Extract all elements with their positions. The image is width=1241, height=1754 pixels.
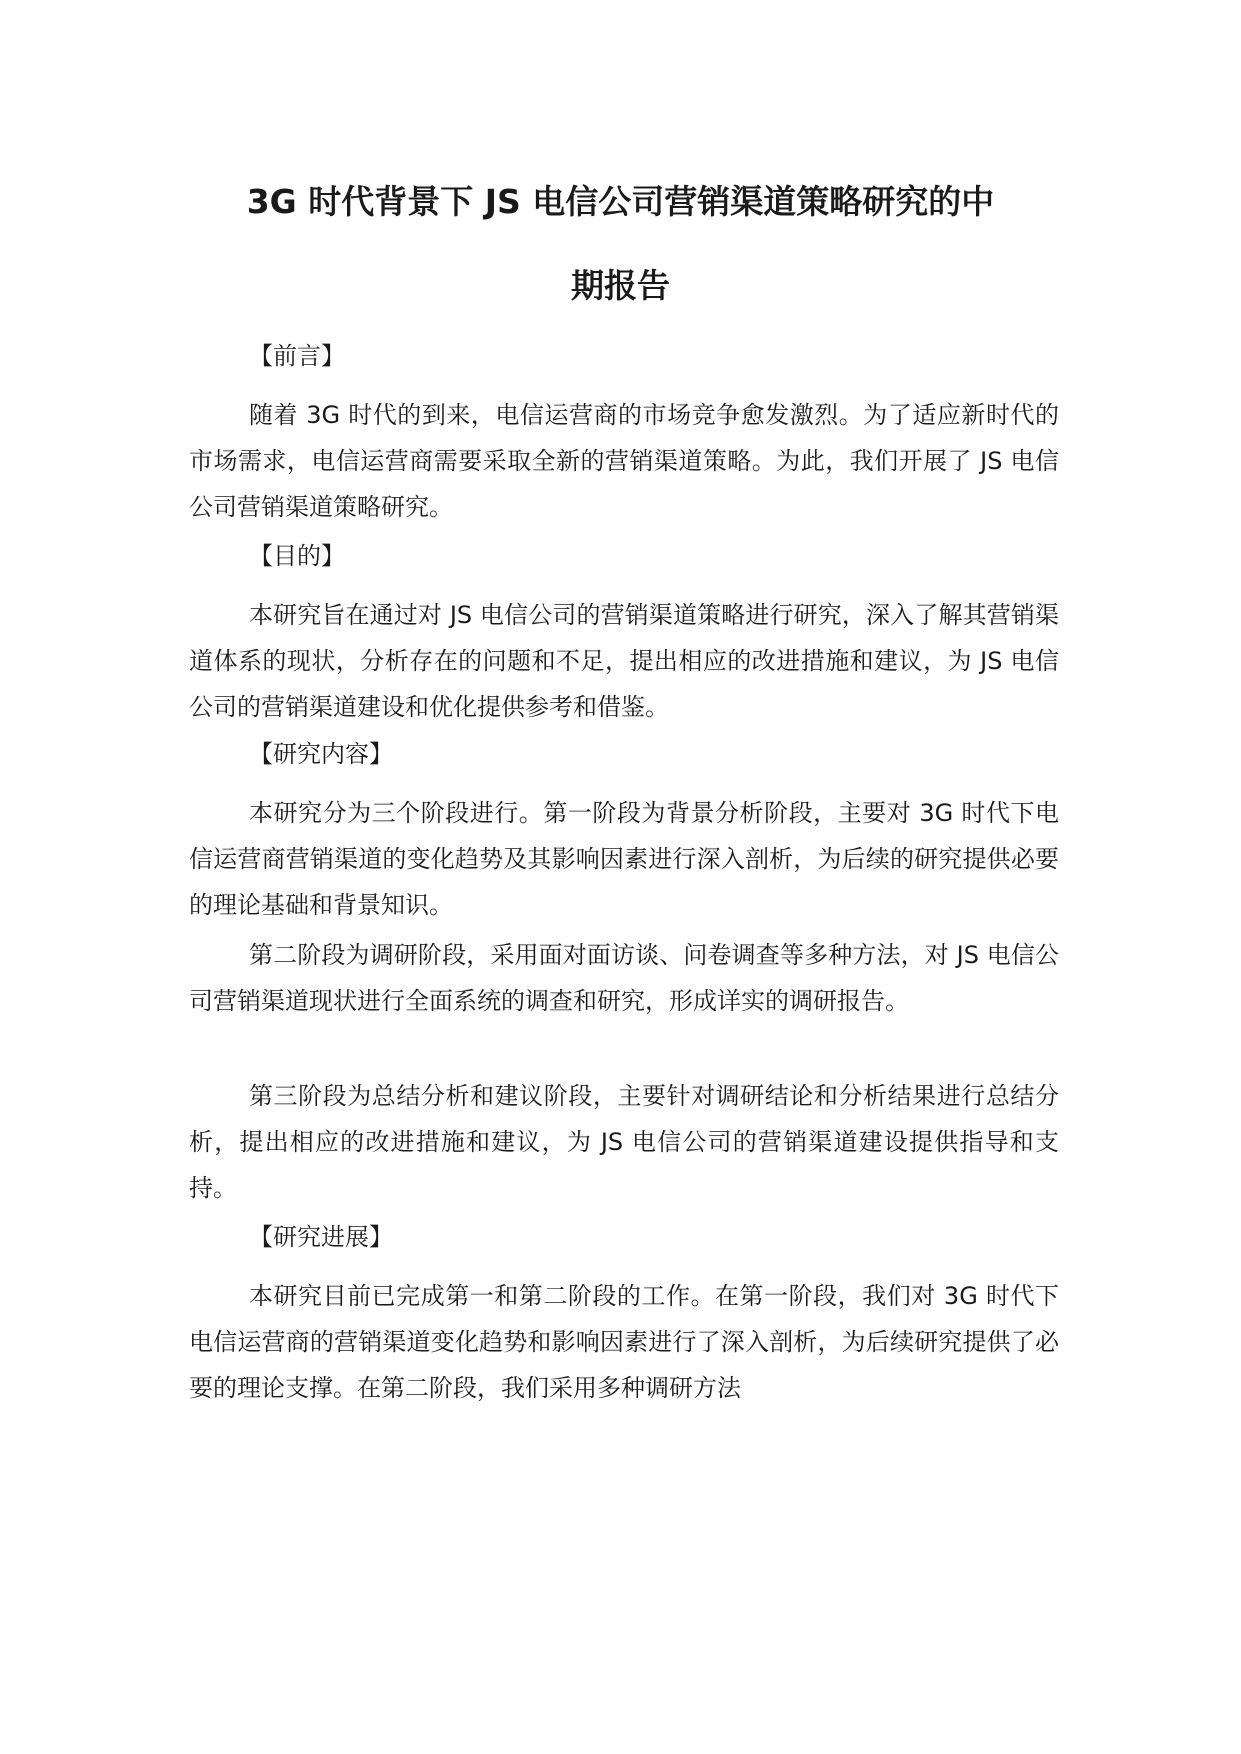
paragraph-stage-one: 本研究分为三个阶段进行。第一阶段为背景分析阶段，主要对 3G 时代下电信运营商营销渠道的变化趋势及其影响因素进行深入剖析，为后续的研究提供必要的理论基础和背景知识。 <box>189 799 1059 919</box>
paragraph-stage-two: 第二阶段为调研阶段，采用面对面访谈、问卷调查等多种方法，对 JS 电信公司营销渠道现状进行全面系统的调查和研究，形成详实的调研报告。 <box>189 941 1059 1015</box>
paragraph-progress: 本研究目前已完成第一和第二阶段的工作。在第一阶段，我们对 3G 时代下电信运营商的营销渠道变化趋势和影响因素进行了深入剖析，为后续研究提供了必要的理论支撑。在第二阶段，我们采用多种调研方法 <box>189 1282 1059 1402</box>
paragraph-purpose: 本研究旨在通过对 JS 电信公司的营销渠道策略进行研究，深入了解其营销渠道体系的现状，分析存在的问题和不足，提出相应的改进措施和建议，为 JS 电信公司的营销渠道建设和优化提供参考和借鉴。 <box>189 601 1059 721</box>
section-heading-research-content: 【研究内容】 <box>249 740 393 768</box>
document-title-line-2: 期报告 <box>571 266 670 305</box>
document-title-line-1: 3G 时代背景下 JS 电信公司营销渠道策略研究的中 <box>246 182 995 221</box>
section-heading-progress: 【研究进展】 <box>249 1223 393 1251</box>
paragraph-preface: 随着 3G 时代的到来，电信运营商的市场竞争愈发激烈。为了适应新时代的市场需求，电信运营商需要采取全新的营销渠道策略。为此，我们开展了 JS 电信公司营销渠道策略研究。 <box>189 401 1059 521</box>
section-heading-purpose: 【目的】 <box>249 542 345 570</box>
paragraph-stage-three: 第三阶段为总结分析和建议阶段，主要针对调研结论和分析结果进行总结分析，提出相应的改进措施和建议，为 JS 电信公司的营销渠道建设提供指导和支持。 <box>189 1082 1059 1202</box>
section-heading-preface: 【前言】 <box>249 342 345 370</box>
